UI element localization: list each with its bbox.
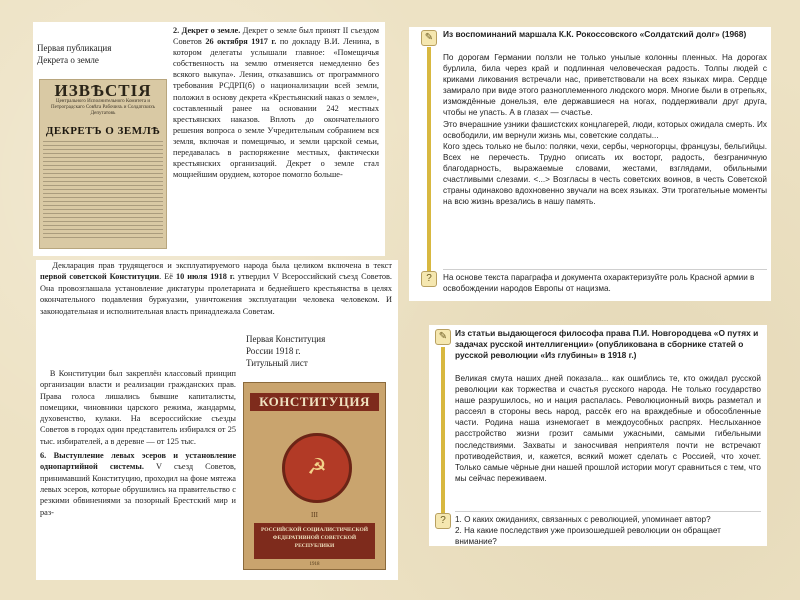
- book-title: КОНСТИТУЦИЯ: [250, 393, 379, 411]
- constitution-text: В Конституции был закреплён классовый принцип организации власти и реализации гражданских прав. Права голоса лишались бывшие капиталисты, помещики, чиновники царского режима, жандармы, духовенство, кулаки. На всероссийские съезды Советов в городах один представитель избирался от 25 тыс. избирателей, а в деревне — от 125 тыс. 6. Выступление левых эсеров и установление однопартийной системы. V съезд Советов, принимавший Конституцию, проходил на фоне мятежа левых эсеров, которые обрушились на правительство с резкими обвинениями за позорный Брестский мир и раз-: [40, 369, 236, 517]
- source-heading: Из воспоминаний маршала К.К. Рокоссовского «Солдатский долг» (1968): [443, 29, 747, 39]
- decree-caption: Первая публикация Декрета о земле: [37, 43, 112, 65]
- constitution-title-page-image: [243, 382, 386, 570]
- newspaper-columns: [43, 141, 163, 241]
- book-year: 1918: [309, 562, 320, 567]
- declaration-paragraph: Декларация прав трудящегося и эксплуатируемого народа была целиком включена в текст первой советской Конституции. Её 10 июля 1918 г. утвердил V Всероссийский съезд Советов. Она провозглашала установление диктатуры пролетариата и беднейшего крестьянства в целях окончательного подавления буржуазии, уничтожения эксплуатации человека человеком. И законодательная и исполнительная власть принадлежала Советам.: [40, 261, 393, 316]
- constitution-panel: [36, 260, 398, 580]
- constitution-caption: Первая Конституция России 1918 г. Титульный лист: [246, 334, 326, 368]
- task-text: На основе текста параграфа и документа охарактеризуйте роль Красной армии в освобождении народов Европы от нацизма.: [443, 269, 767, 294]
- novgorodtsev-source-panel: [429, 325, 767, 546]
- document-source-icon: ✎: [421, 30, 437, 46]
- decree-panel: [33, 22, 385, 256]
- document-source-icon: ✎: [435, 329, 451, 345]
- newspaper-masthead: ИЗВѢСТIЯ: [54, 81, 152, 100]
- newspaper-image: [39, 79, 167, 249]
- task-list: 1. О каких ожиданиях, связанных с революцией, упоминает автор? 2. На какие последствия уже произошедшей революции он обращает внимание?: [455, 511, 761, 546]
- section-heading: 6. Выступление левых эсеров и установление однопартийной системы.: [40, 451, 236, 472]
- decree-text: 2. Декрет о земле. Декрет о земле был принят II съездом Советов 26 октября 1917 г. по докладу В.И. Ленина, в котором делегаты услышали главное: «Помещичья собственность на землю отменяется немедленно без всякого выкупа». Ленин, отказавшись от программного требования РСДРП(б) о национализации всей земли, положил в основу декрета «Крестьянский наказ о земле», составленный ранее на основании 242 местных крестьянских наказов. Вплоть до окончательного решения вопроса о земле Учредительным собранием вся земля, включая и помещичью, и земли царской семьи, передавалась в распоряжение местных, фактически крестьянских организаций. Декрет о земле стал мощнейшим орудием, которое помогло больше-: [173, 26, 380, 180]
- book-republic: РОССИЙСКОЙ СОЦИАЛИСТИЧЕСКОЙ ФЕДЕРАТИВНОЙ СОВЕТСКОЙ РЕСПУБЛИКИ: [254, 523, 375, 559]
- newspaper-heading: ДЕКРЕТЪ О ЗЕМЛѢ: [45, 125, 161, 137]
- emblem-icon: ☭: [282, 433, 352, 503]
- task-question-icon: ?: [435, 513, 451, 529]
- newspaper-subtitle: Центрального Исполнительного Комитета и Петроградскаго Совѣта Рабочихъ и Солдатскихъ Депутатовъ: [50, 99, 156, 116]
- source-body: По дорогам Германии ползли не только унылые колонны пленных. На дорогах бурлила, била через край и подлинная человеческая радость. Толпы людей с криками ликования встречали нас, приветствовали на всех языках мира. Сердце замирало при виде этого разноплеменного людского моря. Многие были в отрепьях, измождённые донельзя, еле державшиеся на ногах, поддерживали друг друга, чтобы не упасть. А в глазах — счастье. Это вчерашние узники фашистских концлагерей, люди, которых ожидала смерть. Их освободили, им вернули жизнь мы, советские солдаты... Кого здесь только не было: поляки, чехи, сербы, черногорцы, французы, бельгийцы. Всех не перечесть. Трудно описать их восторг, радость, безграничную благодарность, выражаемые словами, жестами, взглядами, обильными счастливыми слезами. <...> Возгласы в честь советских воинов, в честь Советской страны одинаково вдохновенно звучали на всех языках. Эти трогательные моменты на всю жизнь врезались в нашу память.: [443, 53, 767, 207]
- accent-bar: [441, 347, 445, 519]
- source-body: Великая смута наших дней показала... как ошиблись те, кто ожидал русской революции как торжества и счастья русского народа. Не только государство наше разрушилось, но и нация распалась. Революционный вихрь разметал и рассеял в стороны весь народ, рассёк его на враждебные и обособленные части. Родина наша изнемогает в междоусобных распрях. Неслыханное расстройство жизни грозит самыми ужасными, самыми гибельными последствиями. Захваты и заносчивая неприятеля почти не встречают противодействия, и, кажется, всякий может сделать с Россией, что хочет. Только самые чёрные дни нашей прошлой истории могут сравниться с тем, что мы сейчас переживаем.: [455, 374, 761, 483]
- task-question-icon: ?: [421, 271, 437, 287]
- accent-bar: [427, 47, 431, 279]
- book-roman: III: [311, 511, 318, 519]
- source-heading: Из статьи выдающегося философа права П.И. Новгородцева «О путях и задачах русской интеллигенции» (опубликована в сборнике статей о русской революции «Из глубины» в 1918 г.): [455, 328, 759, 361]
- rokossovsky-source-panel: [409, 27, 771, 301]
